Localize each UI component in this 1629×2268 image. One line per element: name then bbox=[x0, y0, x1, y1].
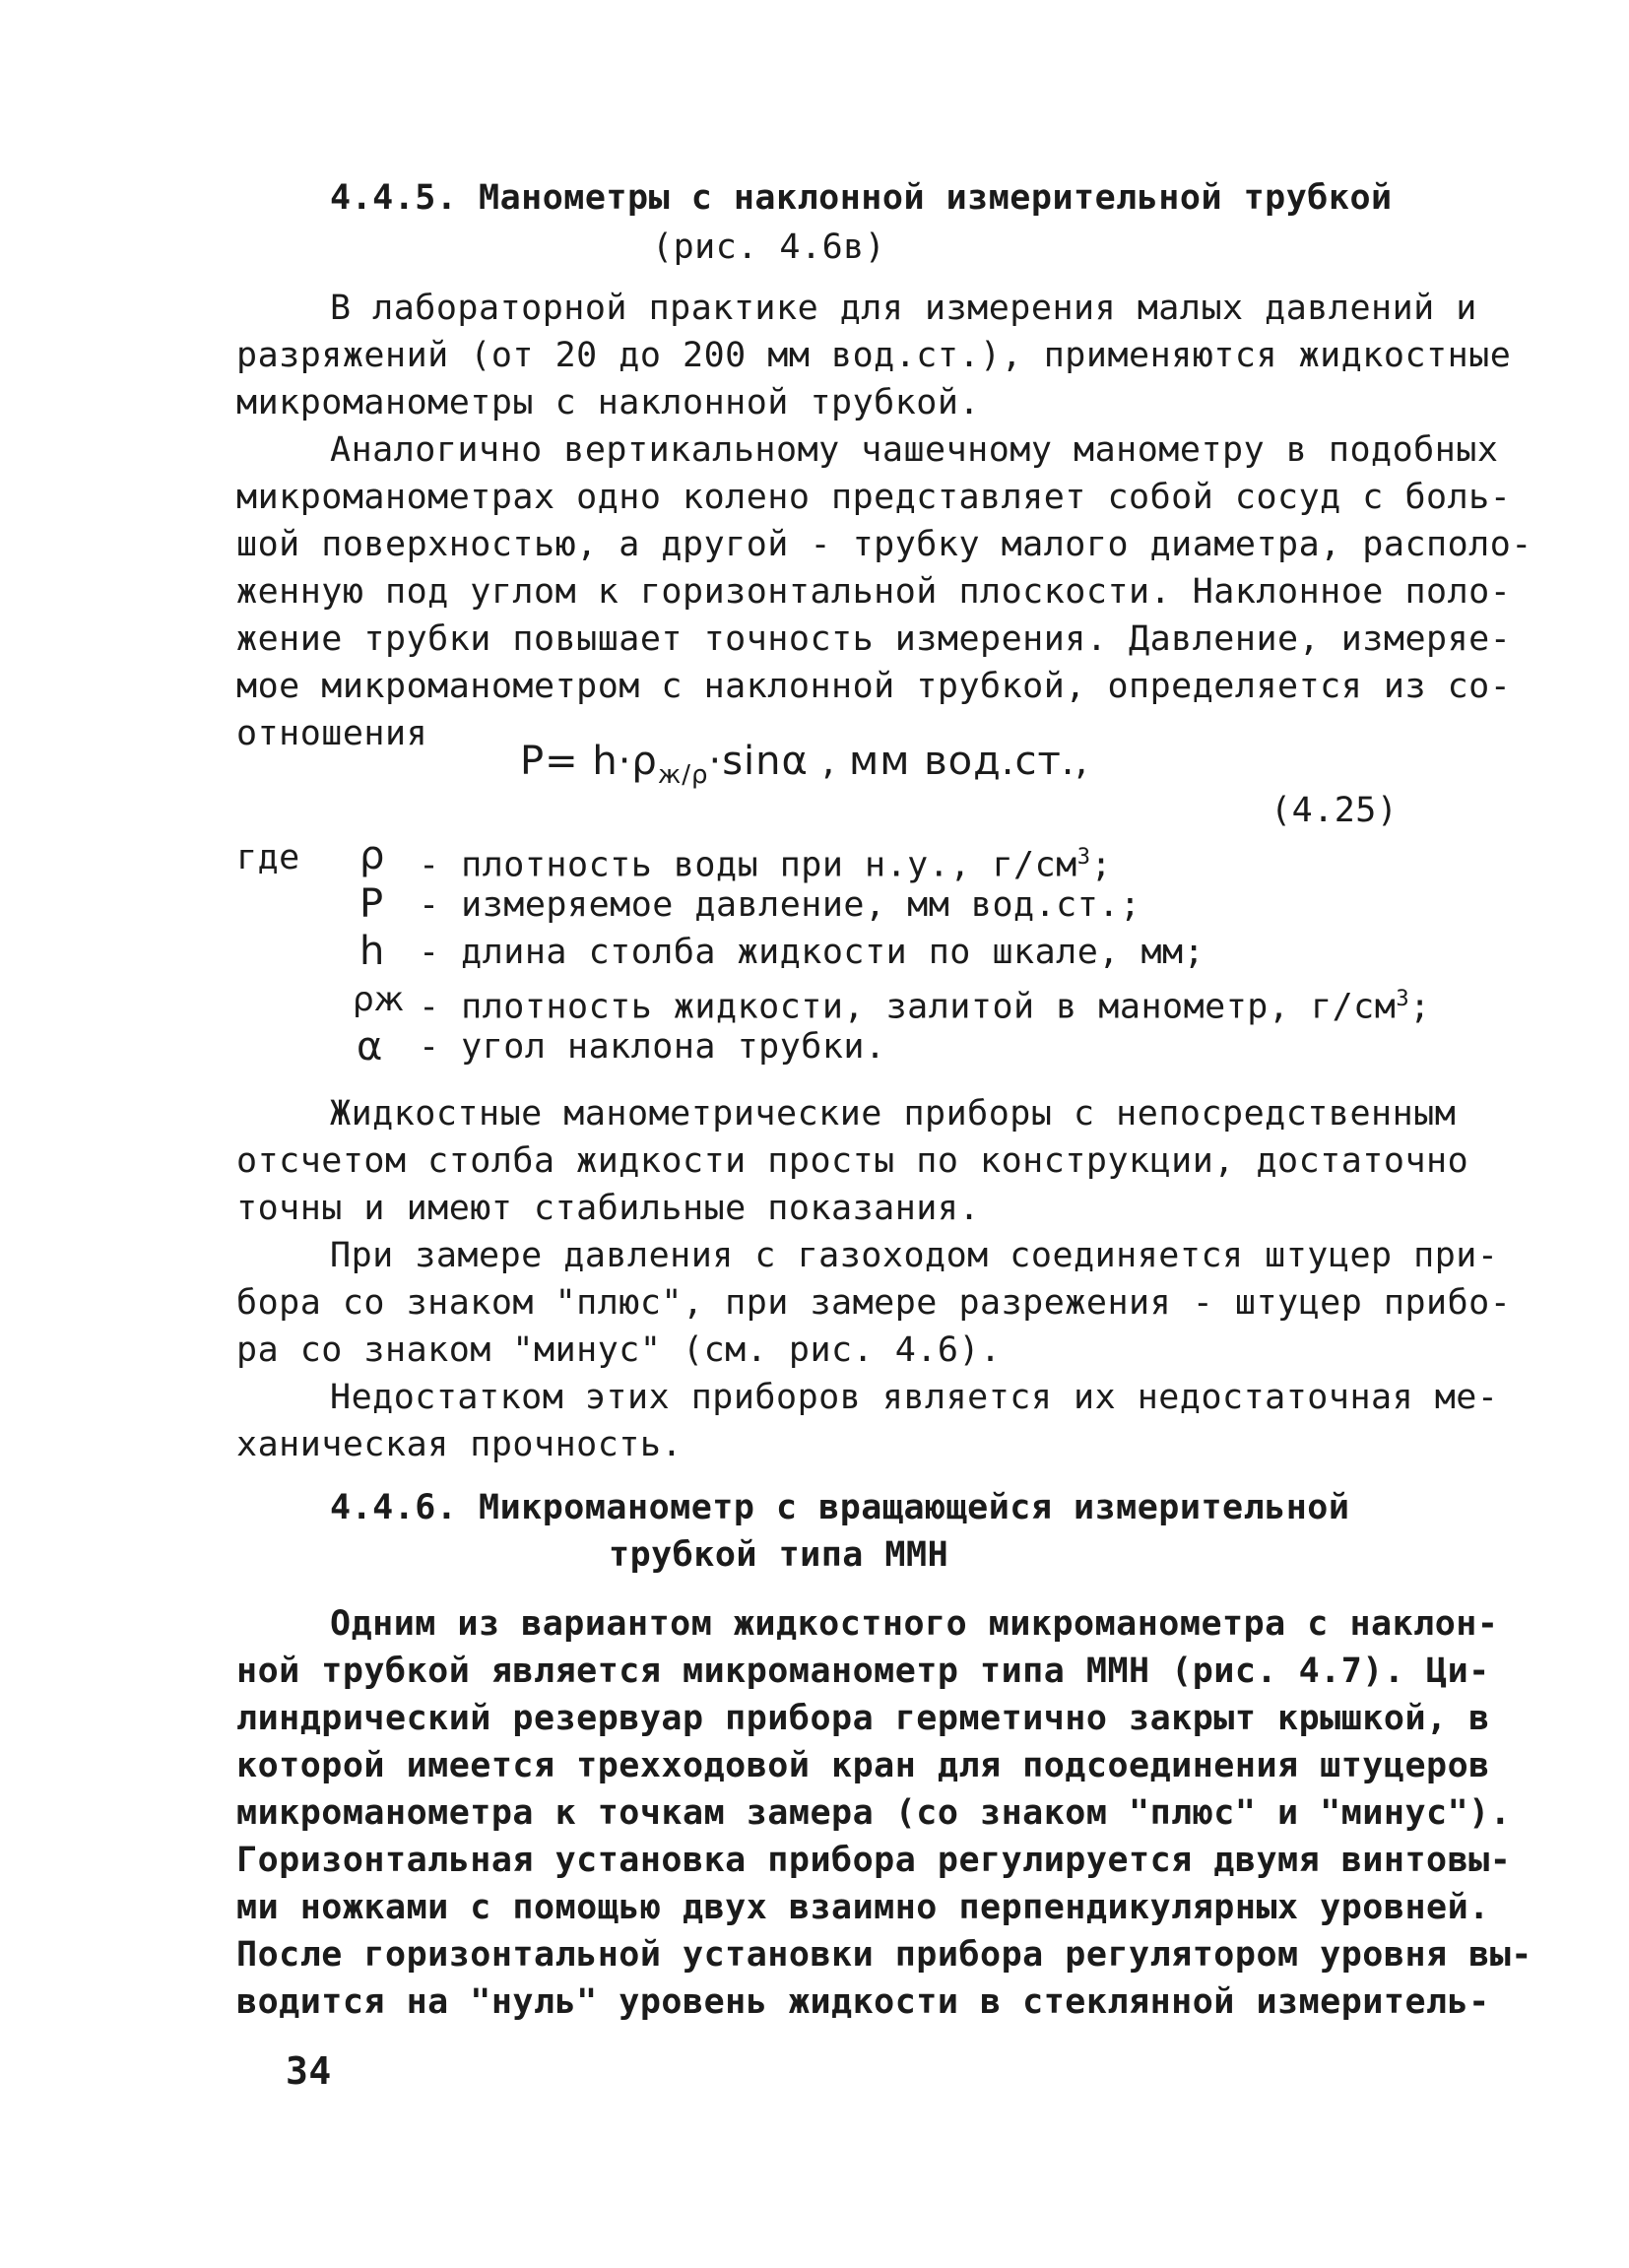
definition-text bbox=[419, 835, 1112, 888]
paragraph-line: микроманометра к точкам замера (со знаком "плюс" и "минус"). bbox=[236, 1793, 1512, 1833]
paragraph-line: В лабораторной практике для измерения малых давлений и bbox=[330, 289, 1477, 328]
definition-text: - измеряемое давление, мм вод.ст.; bbox=[419, 885, 1141, 925]
paragraph-line: точны и имеют стабильные показания. bbox=[236, 1189, 981, 1228]
paragraph-line: мое микроманометром с наклонной трубкой, определяется из со- bbox=[236, 667, 1512, 706]
paragraph-line: отсчетом столба жидкости просты по конструкции, достаточно bbox=[236, 1141, 1469, 1181]
definition-symbol: h bbox=[359, 929, 385, 974]
paragraph-line: водится на "нуль" уровень жидкости в стеклянной измеритель- bbox=[236, 1982, 1490, 2022]
definition-symbol: P bbox=[359, 881, 384, 927]
definition-end: ; bbox=[1409, 987, 1431, 1027]
section-4-4-5-title: 4.4.5. Манометры с наклонной измерительной трубкой bbox=[330, 178, 1393, 218]
paragraph-line: Недостатком этих приборов является их недостаточная ме- bbox=[330, 1378, 1499, 1417]
paragraph-line: Горизонтальная установка прибора регулируется двумя винтовы- bbox=[236, 1841, 1512, 1880]
paragraph-line: бора со знаком "плюс", при замере разрежения - штуцер прибо- bbox=[236, 1283, 1512, 1323]
page-number: 34 bbox=[286, 2049, 332, 2093]
definition-text-main: - плотность жидкости, залитой в манометр, г/см bbox=[419, 987, 1397, 1027]
paragraph-line: шой поверхностью, а другой - трубку малого диаметра, располо- bbox=[236, 525, 1532, 564]
paragraph-line: женную под углом к горизонтальной плоскости. Наклонное поло- bbox=[236, 572, 1512, 612]
paragraph-line: отношения bbox=[236, 714, 428, 753]
definition-symbol: ρж bbox=[353, 980, 405, 1019]
formula-main: P= h·ρ bbox=[520, 739, 658, 784]
formula-subscript: ж/ρ bbox=[657, 760, 709, 790]
paragraph-line: Жидкостные манометрические приборы с непосредственным bbox=[330, 1094, 1457, 1134]
definition-text: - длина столба жидкости по шкале, мм; bbox=[419, 933, 1205, 972]
paragraph-line: Одним из вариантом жидкостного микроманометра с наклон- bbox=[330, 1604, 1499, 1644]
paragraph-line: микроманометрах одно колено представляет собой сосуд с боль- bbox=[236, 478, 1512, 517]
paragraph-line: ми ножками с помощью двух взаимно перпендикулярных уровней. bbox=[236, 1888, 1490, 1927]
paragraph-line: ханическая прочность. bbox=[236, 1425, 684, 1464]
definition-sup: 3 bbox=[1076, 845, 1091, 870]
paragraph-line: После горизонтальной установки прибора регулятором уровня вы- bbox=[236, 1935, 1532, 1975]
paragraph-line: жение трубки повышает точность измерения. Давление, измеряе- bbox=[236, 619, 1512, 659]
paragraph-line: При замере давления с газоходом соединяется штуцер при- bbox=[330, 1236, 1499, 1275]
paragraph-line: линдрический резервуар прибора герметично закрыт крышкой, в bbox=[236, 1699, 1490, 1738]
definition-text-main: - плотность воды при н.у., г/см bbox=[419, 845, 1077, 885]
section-4-4-6-title: 4.4.6. Микроманометр с вращающейся измерительной bbox=[330, 1488, 1350, 1527]
paragraph-line: ра со знаком "минус" (см. рис. 4.6). bbox=[236, 1330, 1002, 1370]
definition-symbol: ρ bbox=[359, 833, 385, 878]
where-label: где bbox=[236, 838, 300, 877]
section-4-4-6-title-line2: трубкой типа ММН bbox=[609, 1535, 949, 1575]
paragraph-line: ной трубкой является микроманометр типа ММН (рис. 4.7). Ци- bbox=[236, 1652, 1490, 1691]
definition-text bbox=[419, 977, 1431, 1030]
paragraph-line: Аналогично вертикальному чашечному манометру в подобных bbox=[330, 430, 1499, 470]
paragraph-line: разряжений (от 20 до 200 мм вод.ст.), применяются жидкостные bbox=[236, 336, 1512, 375]
formula bbox=[520, 739, 1088, 798]
paragraph-line: которой имеется трехходовой кран для подсоединения штуцеров bbox=[236, 1746, 1490, 1785]
formula-number: (4.25) bbox=[1271, 791, 1399, 830]
definition-sup: 3 bbox=[1396, 987, 1410, 1011]
section-4-4-5-subtitle: (рис. 4.6в) bbox=[652, 227, 886, 267]
definition-end: ; bbox=[1090, 845, 1113, 885]
paragraph-line: микроманометры с наклонной трубкой. bbox=[236, 383, 981, 422]
definition-text: - угол наклона трубки. bbox=[419, 1027, 886, 1067]
formula-tail: ·sinα , мм вод.ст., bbox=[708, 739, 1089, 784]
definition-symbol: α bbox=[357, 1024, 383, 1069]
